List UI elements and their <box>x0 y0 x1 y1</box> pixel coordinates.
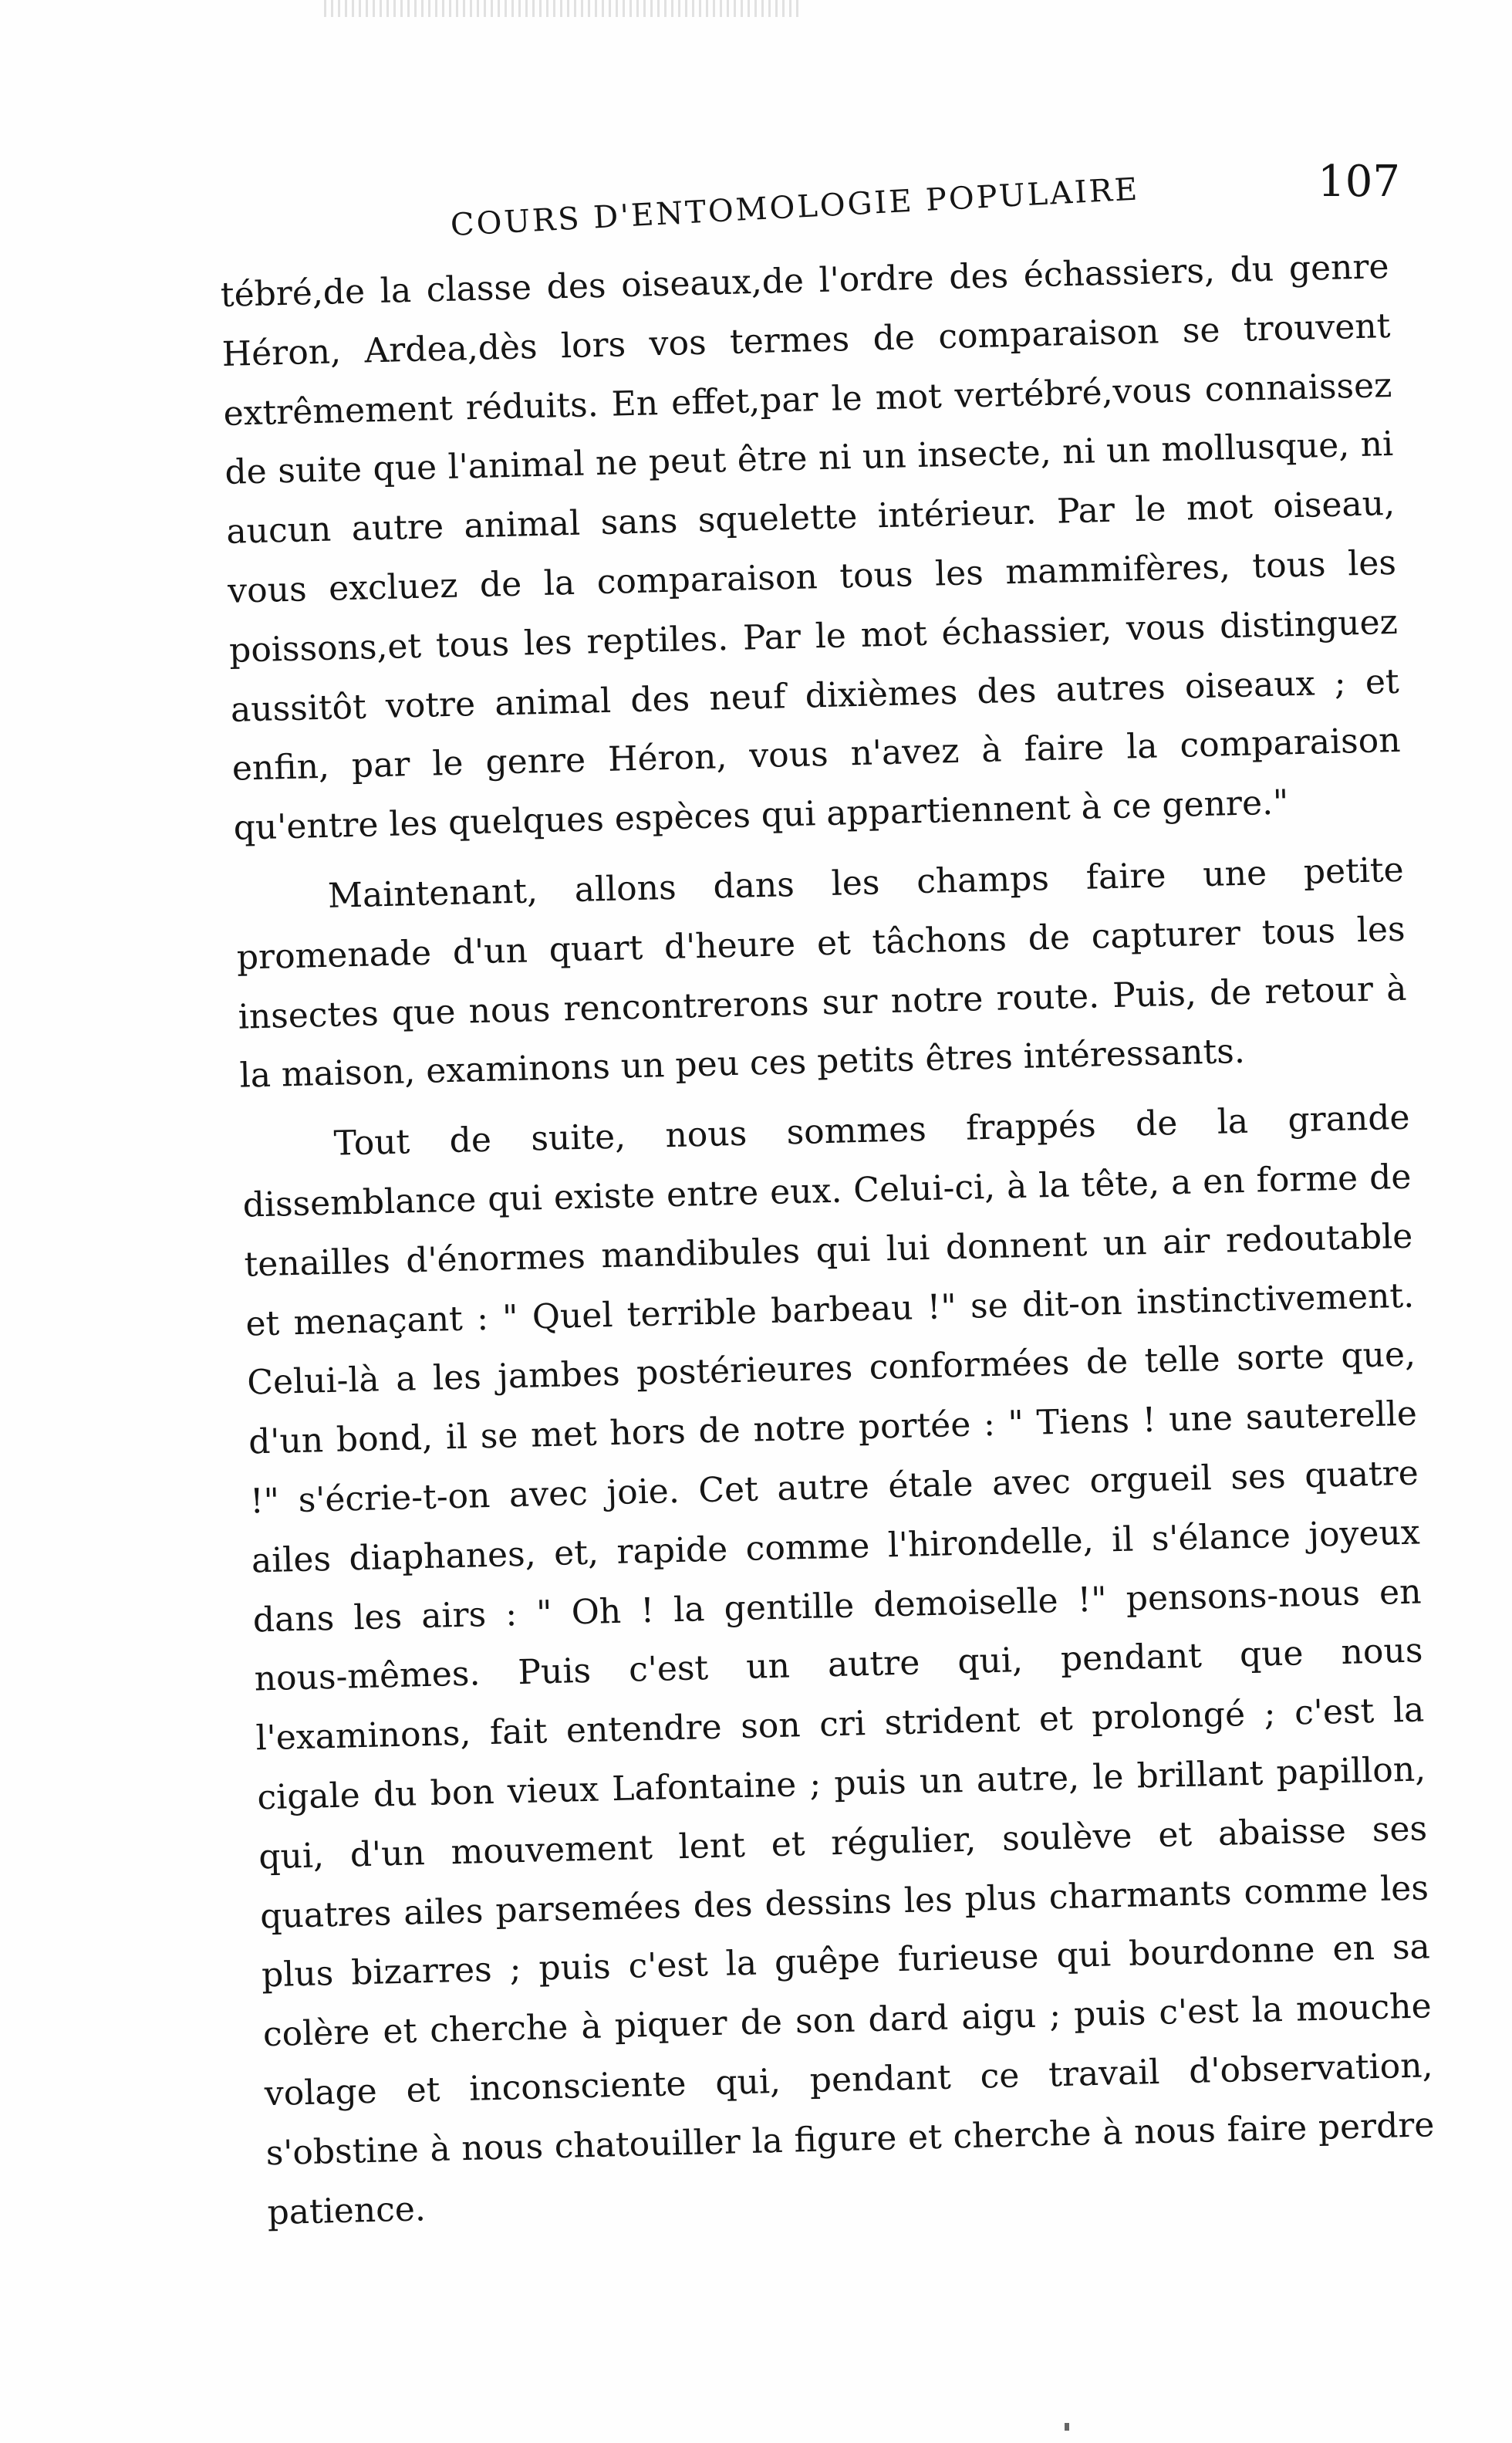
page-number: 107 <box>1318 157 1400 207</box>
running-head: COURS D'ENTOMOLOGIE POPULAIRE <box>449 171 1141 244</box>
body-text <box>220 238 1436 2243</box>
paragraph-1: tébré,de la classe des oiseaux,de l'ordre des échassiers, du genre Héron, Ardea,dès lors vos termes de comparaison se trouvent extrêmement réduits. En effet,par le mot vertébré,vous connaissez de suite que l'animal ne peut être ni un insecte, ni un mollusque, ni aucun autre animal sans squelette intérieur. Par le mot oiseau, vous excluez de la comparaison tous les mammifères, tous les poissons,et tous les reptiles. Par le mot échassier, vous distinguez aussitôt votre animal des neuf dixièmes des autres oiseaux ; et enfin, par le genre Héron, vous n'avez à faire la comparaison qu'entre les quelques espèces qui appartiennent à ce genre." <box>220 246 1402 848</box>
print-mark <box>1065 2423 1069 2431</box>
paragraph-3: Tout de suite, nous sommes frappés de la grande dissemblance qui existe entre eux. Celui-ci, à la tête, a en forme de tenailles d'énormes mandibules qui lui donnent un air redoutable et menaçant : " Quel terrible barbeau !" se dit-on instinctivement. Celui-là a les jambes postérieures conformées de telle sorte que, d'un bond, il se met hors de notre portée : " Tiens ! une sauterelle !" s'écrie-t-on avec joie. Cet autre étale avec orgueil ses quatre ailes diaphanes, et, rapide comme l'hirondelle, il s'élance joyeux dans les airs : " Oh ! la gentille demoiselle !" pensons-nous en nous-mêmes. Puis c'est un autre qui, pendant que nous l'examinons, fait entendre son cri strident et prolongé ; c'est la cigale du bon vieux Lafontaine ; puis un autre, le brillant papillon, qui, d'un mouvement lent et régulier, soulève et abaisse ses quatres ailes parsemées des dessins les plus charmants comme les plus bizarres ; puis c'est la guêpe furieuse qui bourdonne en sa colère et cherche à piquer de son dard aigu ; puis c'est la mouche volage et inconsciente qui, pendant ce travail d'observation, s'obstine à nous chatouiller la figure et cherche à nous faire perdre patience. <box>242 1097 1435 2232</box>
paragraph-2: Maintenant, allons dans les champs faire une petite promenade d'un quart d'heure et tâchons de capturer tous les insectes que nous rencontrerons sur notre route. Puis, de retour à la maison, examinons un peu ces petits êtres intéressants. <box>236 850 1407 1096</box>
print-smudge <box>324 0 802 17</box>
